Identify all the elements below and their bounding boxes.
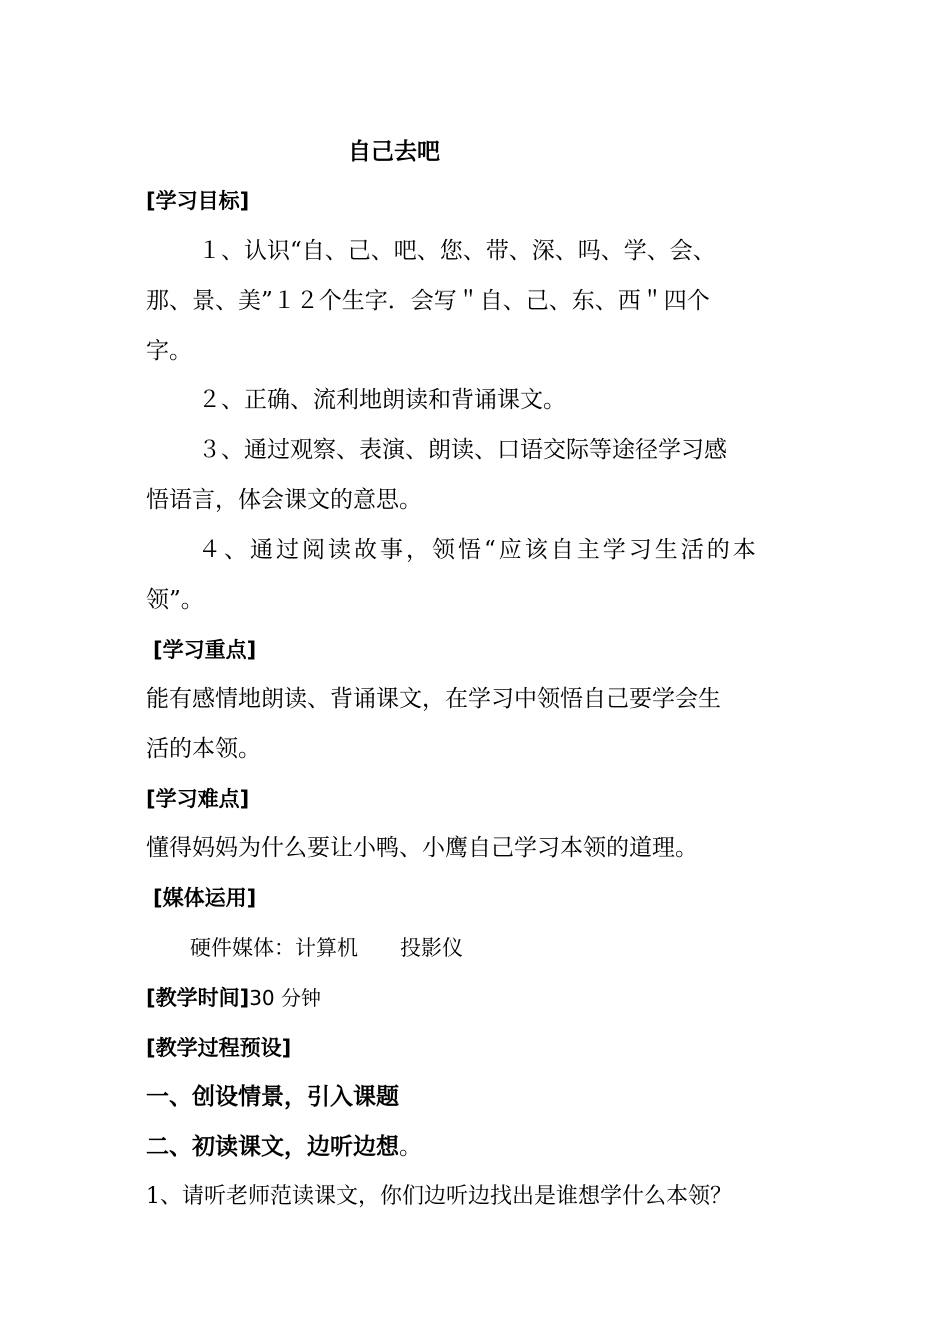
goal-4-line-1: ４、通过阅读故事，领悟“应该自主学习生活的本: [198, 537, 759, 563]
goal-1-line-3: 字。: [146, 338, 192, 364]
goal-2: ２、正确、流利地朗读和背诵课文。: [198, 387, 566, 413]
goal-3-line-1: ３、通过观察、表演、朗读、口语交际等途径学习感: [198, 437, 727, 463]
goal-1-line-1: １、认识“自、己、吧、您、带、深、吗、学、会、: [198, 238, 716, 264]
media-text: 硬件媒体：计算机 投影仪: [190, 936, 463, 960]
step-2-punctuation: 。: [399, 1134, 422, 1160]
media-heading: [媒体运用]: [153, 886, 257, 910]
time-heading: [教学时间]: [146, 986, 250, 1010]
step-2-heading: 二、初读课文，边听边想: [146, 1134, 399, 1160]
step-2-row: [146, 1132, 422, 1162]
step-2-item-1: 1、请听老师范读课文，你们边听边找出是谁想学什么本领？: [146, 1184, 732, 1209]
goals-heading: [学习目标]: [146, 189, 250, 213]
time-value: 30 分钟: [249, 986, 322, 1010]
time-row: [146, 983, 321, 1013]
goal-3-line-2: 悟语言，体会课文的意思。: [146, 487, 422, 513]
page-title: 自己去吧: [348, 139, 440, 165]
difficulty-text: 懂得妈妈为什么要让小鸭、小鹰自己学习本领的道理。: [146, 835, 698, 861]
goal-4-line-2: 领”。: [146, 587, 204, 613]
goal-1-line-2: 那、景、美”１２个生字．会写＂自、己、东、西＂四个: [146, 288, 710, 314]
difficulty-heading: [学习难点]: [146, 787, 250, 811]
focus-line-1: 能有感情地朗读、背诵课文，在学习中领悟自己要学会生: [146, 686, 721, 712]
step-1-heading: 一、创设情景，引入课题: [146, 1084, 399, 1110]
focus-heading: [学习重点]: [153, 638, 257, 662]
focus-line-2: 活的本领。: [146, 736, 261, 762]
process-heading: [教学过程预设]: [146, 1036, 292, 1060]
